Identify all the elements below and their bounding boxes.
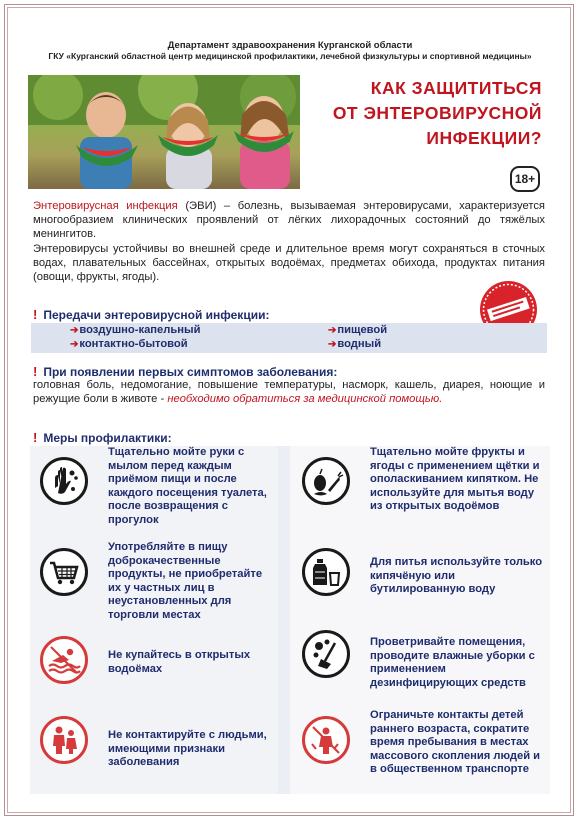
fruit-vegetables-icon [302, 457, 350, 505]
symptoms-list: головная боль, недомогание, повышение температуры, насморк, кашель, диарея, ноющие и режущие боли в животе - [33, 379, 545, 405]
intro-term: Энтеровирусная инфекция [33, 200, 178, 212]
prevention-right-text-2: Для питья используйте только кипячёную или бутилированную воду [370, 556, 543, 596]
transmission-route-2 [70, 338, 188, 350]
hand-wash-icon [40, 457, 88, 505]
symptoms-heading-text: При появлении первых симптомов заболевания: [43, 365, 338, 379]
exclamation-icon: ! [33, 307, 38, 322]
prevention-left-text-2: Употребляйте в пищу доброкачественные продукты, не приобретайте их у частных лиц в неустановленных для торговли местах [108, 541, 263, 621]
arrow-icon: ➔ [70, 339, 79, 350]
symptoms-heading [33, 364, 337, 379]
transmission-heading-text: Передачи энтеровирусной инфекции: [43, 308, 270, 322]
symptoms-advice: необходимо обратиться за медицинской помощью. [167, 392, 443, 405]
prevention-left-text-3: Не купайтесь в открытых водоёмах [108, 649, 251, 675]
prevention-left-text-4: Не контактируйте с людьми, имеющими признаки заболевания [108, 729, 267, 769]
title-line-2: ОТ ЭНТЕРОВИРУСНОЙ [332, 103, 542, 123]
route-label: воздушно-капельный [79, 324, 201, 336]
intro-text [33, 199, 545, 284]
prevention-right-text-4: Ограничьте контакты детей раннего возраста, сократите время пребывания в местах массового скопления людей и в общественном транспорте [370, 709, 541, 776]
no-swimming-icon [40, 636, 88, 684]
arrow-icon: ➔ [70, 325, 79, 336]
title-line-3: ИНФЕКЦИИ? [426, 128, 542, 148]
intro-definition: (ЭВИ) – болезнь, вызываемая энтеровирусами, характеризуется многообразием клинических проявлений от лёгких лихорадочных состояний до тяжёлых менингитов. [33, 200, 545, 241]
symptoms-text [33, 379, 545, 406]
prevention-heading [33, 430, 172, 445]
prevention-heading-text: Меры профилактики: [43, 431, 172, 445]
transmission-heading [33, 307, 269, 322]
transmission-route-3 [328, 324, 387, 336]
sick-person-icon [40, 716, 88, 764]
transmission-route-1 [70, 324, 200, 336]
page-title [300, 76, 542, 151]
prevention-right-text-3: Проветривайте помещения, проводите влажные уборки с применением дезинфицирующих средств [370, 636, 535, 689]
intro-paragraph-1 [33, 199, 545, 242]
intro-paragraph-2: Энтеровирусы устойчивы во внешней среде и длительное время могут сохраняться в сточных водах, плавательных бассейнах, открытых водоёмах, предметах обихода, продуктах питания (овощи, фрукты, ягоды). [33, 242, 545, 284]
water-bottle-icon [302, 548, 350, 596]
route-label: пищевой [337, 324, 388, 336]
exclamation-icon: ! [33, 430, 38, 445]
age-rating-badge: 18+ [510, 166, 540, 192]
route-label: контактно-бытовой [79, 338, 188, 350]
shopping-cart-icon [40, 548, 88, 596]
department-header: Департамент здравоохранения Курганской области [167, 40, 413, 51]
prevention-left-text-1: Тщательно мойте руки с мылом перед каждым приёмом пищи и после каждого посещения туалета, после возвращения с прогулок [108, 446, 267, 526]
institution-header: ГКУ «Курганский областной центр медицинской профилактики, лечебной физкультуры и спортивной медицины» [48, 51, 532, 61]
prevention-right-text-1: Тщательно мойте фрукты и ягоды с применением щётки и ополаскиванием кипятком. Не используйте для мытья воду из открытых водоёмов [370, 446, 540, 513]
arrow-icon: ➔ [328, 325, 337, 336]
route-label: водный [337, 338, 382, 350]
children-watermelon-photo [28, 75, 300, 189]
exclamation-icon: ! [33, 364, 38, 379]
no-crowds-icon [302, 716, 350, 764]
photo-illustration [28, 75, 300, 189]
transmission-route-4 [328, 338, 381, 350]
cleaning-icon [302, 630, 350, 678]
title-line-1: КАК ЗАЩИТИТЬСЯ [370, 78, 542, 98]
arrow-icon: ➔ [328, 339, 337, 350]
